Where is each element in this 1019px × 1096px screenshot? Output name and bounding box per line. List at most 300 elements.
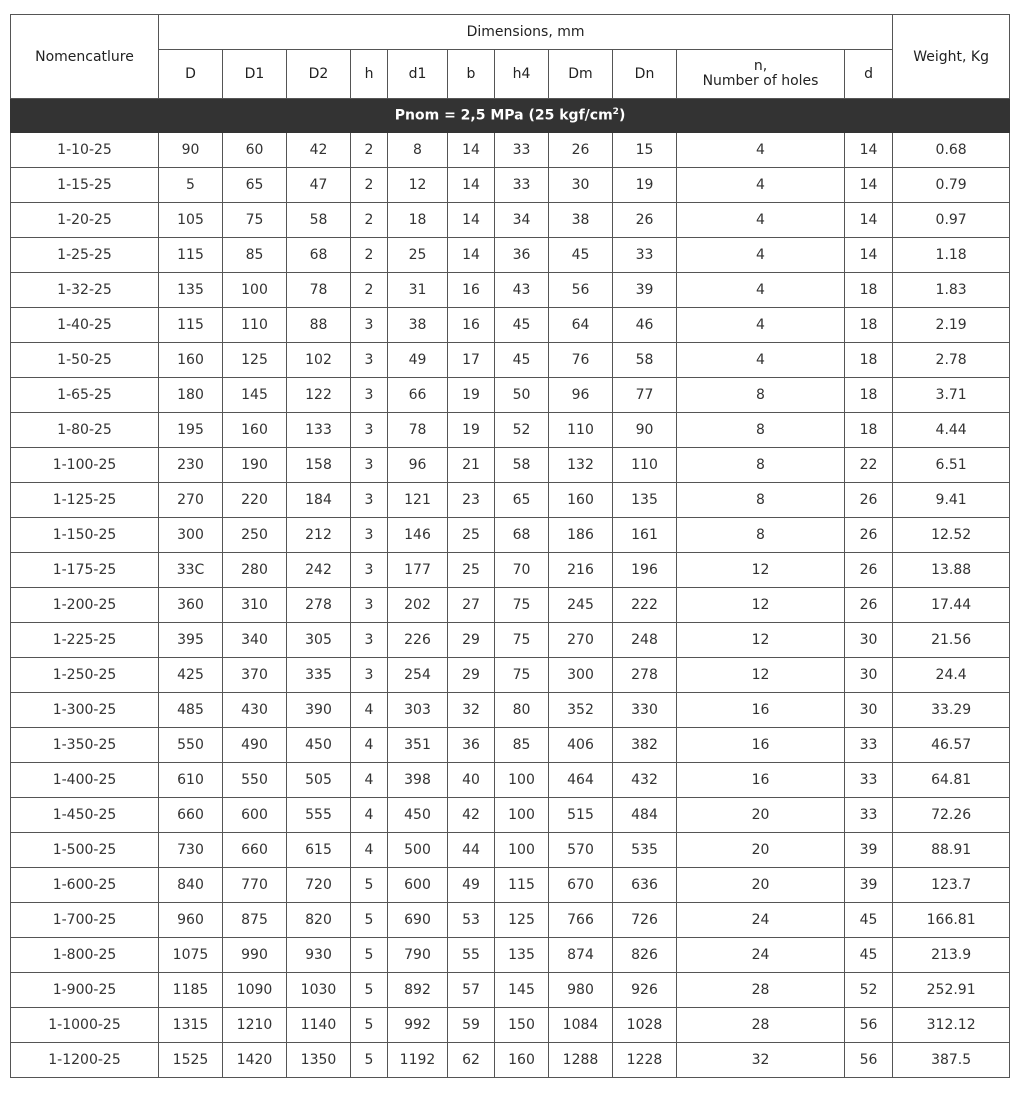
table-row [11,1008,1010,1043]
nomenclature-cell: 1-175-25 [11,553,159,588]
table-cell: 33 [845,763,893,798]
table-cell: 222 [613,588,677,623]
table-cell: 8 [677,483,845,518]
table-cell: 310 [223,588,287,623]
nomenclature-cell: 1-400-25 [11,763,159,798]
table-cell: 45 [495,343,549,378]
table-row [11,518,1010,553]
table-cell: 840 [159,868,223,903]
table-cell: 5 [351,973,388,1008]
table-cell: 352 [549,693,613,728]
table-cell: 31 [388,273,448,308]
table-cell: 3 [351,553,388,588]
table-row [11,623,1010,658]
table-cell: 300 [159,518,223,553]
table-cell: 33 [845,798,893,833]
table-cell: 64 [549,308,613,343]
weight-cell: 33.29 [893,693,1010,728]
table-cell: 600 [223,798,287,833]
table-cell: 55 [448,938,495,973]
table-cell: 160 [159,343,223,378]
pressure-band-close: ) [618,107,626,124]
pressure-band-text: Pnom = 2,5 MPa (25 kgf/cm [394,107,613,124]
col-header-D2: D2 [287,50,351,99]
table-cell: 75 [495,658,549,693]
table-cell: 5 [351,938,388,973]
table-row [11,308,1010,343]
table-cell: 826 [613,938,677,973]
table-cell: 25 [448,553,495,588]
table-row [11,938,1010,973]
table-row [11,798,1010,833]
table-cell: 1350 [287,1043,351,1078]
table-cell: 135 [159,273,223,308]
table-cell: 12 [677,588,845,623]
table-cell: 23 [448,483,495,518]
table-cell: 615 [287,833,351,868]
table-cell: 196 [613,553,677,588]
table-cell: 19 [613,168,677,203]
table-cell: 33C [159,553,223,588]
table-cell: 690 [388,903,448,938]
table-cell: 14 [448,168,495,203]
table-cell: 158 [287,448,351,483]
table-cell: 450 [287,728,351,763]
table-cell: 100 [495,763,549,798]
table-cell: 145 [495,973,549,1008]
weight-cell: 9.41 [893,483,1010,518]
table-cell: 220 [223,483,287,518]
table-cell: 490 [223,728,287,763]
table-cell: 52 [845,973,893,1008]
nomenclature-cell: 1-10-25 [11,133,159,168]
table-cell: 430 [223,693,287,728]
table-cell: 5 [159,168,223,203]
table-cell: 25 [448,518,495,553]
table-cell: 390 [287,693,351,728]
table-row [11,203,1010,238]
nomenclature-cell: 1-200-25 [11,588,159,623]
table-cell: 85 [495,728,549,763]
weight-cell: 0.68 [893,133,1010,168]
table-row [11,973,1010,1008]
table-cell: 44 [448,833,495,868]
nomenclature-cell: 1-1000-25 [11,1008,159,1043]
col-header-number-of-holes [677,50,845,99]
table-cell: 16 [677,763,845,798]
table-row [11,763,1010,798]
table-cell: 610 [159,763,223,798]
table-cell: 21 [448,448,495,483]
table-cell: 133 [287,413,351,448]
table-cell: 58 [287,203,351,238]
table-cell: 161 [613,518,677,553]
table-cell: 20 [677,868,845,903]
weight-cell: 166.81 [893,903,1010,938]
table-cell: 46 [613,308,677,343]
table-cell: 160 [549,483,613,518]
table-cell: 29 [448,623,495,658]
weight-cell: 312.12 [893,1008,1010,1043]
table-cell: 1210 [223,1008,287,1043]
table-cell: 1315 [159,1008,223,1043]
table-cell: 5 [351,868,388,903]
table-cell: 90 [613,413,677,448]
pressure-band [11,99,1010,133]
table-cell: 3 [351,658,388,693]
weight-cell: 387.5 [893,1043,1010,1078]
col-header-d: d [845,50,893,99]
table-cell: 4 [351,833,388,868]
table-row [11,273,1010,308]
table-cell: 1075 [159,938,223,973]
table-cell: 216 [549,553,613,588]
table-cell: 36 [448,728,495,763]
nomenclature-cell: 1-700-25 [11,903,159,938]
table-cell: 42 [448,798,495,833]
table-cell: 177 [388,553,448,588]
table-cell: 32 [677,1043,845,1078]
weight-cell: 88.91 [893,833,1010,868]
table-cell: 5 [351,903,388,938]
table-cell: 52 [495,413,549,448]
nomenclature-cell: 1-600-25 [11,868,159,903]
table-row [11,483,1010,518]
table-cell: 28 [677,973,845,1008]
table-cell: 351 [388,728,448,763]
table-row [11,343,1010,378]
table-cell: 2 [351,238,388,273]
weight-cell: 4.44 [893,413,1010,448]
table-cell: 1185 [159,973,223,1008]
weight-cell: 72.26 [893,798,1010,833]
nomenclature-cell: 1-225-25 [11,623,159,658]
table-cell: 5 [351,1008,388,1043]
table-cell: 102 [287,343,351,378]
table-cell: 926 [613,973,677,1008]
table-cell: 12 [677,623,845,658]
nomenclature-cell: 1-1200-25 [11,1043,159,1078]
table-cell: 370 [223,658,287,693]
table-cell: 3 [351,518,388,553]
table-cell: 38 [388,308,448,343]
table-row [11,448,1010,483]
table-cell: 670 [549,868,613,903]
table-cell: 12 [677,658,845,693]
table-row [11,413,1010,448]
table-cell: 57 [448,973,495,1008]
weight-cell: 1.83 [893,273,1010,308]
table-cell: 160 [495,1043,549,1078]
nomenclature-cell: 1-250-25 [11,658,159,693]
table-cell: 20 [677,833,845,868]
table-cell: 96 [549,378,613,413]
table-cell: 1192 [388,1043,448,1078]
table-cell: 184 [287,483,351,518]
header-row-sub [11,50,1010,99]
table-cell: 4 [677,168,845,203]
weight-cell: 17.44 [893,588,1010,623]
table-cell: 60 [223,133,287,168]
weight-cell: 123.7 [893,868,1010,903]
table-cell: 555 [287,798,351,833]
table-cell: 875 [223,903,287,938]
table-cell: 65 [223,168,287,203]
nomenclature-cell: 1-65-25 [11,378,159,413]
nomenclature-cell: 1-150-25 [11,518,159,553]
table-cell: 16 [448,308,495,343]
nomenclature-cell: 1-80-25 [11,413,159,448]
dimensions-header: Dimensions, mm [159,15,893,50]
table-cell: 992 [388,1008,448,1043]
table-cell: 4 [351,728,388,763]
table-cell: 19 [448,378,495,413]
table-cell: 2 [351,168,388,203]
table-cell: 78 [388,413,448,448]
table-cell: 14 [448,133,495,168]
table-cell: 125 [223,343,287,378]
table-cell: 56 [845,1043,893,1078]
table-cell: 254 [388,658,448,693]
table-cell: 135 [613,483,677,518]
table-cell: 4 [677,203,845,238]
table-cell: 186 [549,518,613,553]
weight-cell: 0.79 [893,168,1010,203]
table-cell: 874 [549,938,613,973]
nomenclature-cell: 1-350-25 [11,728,159,763]
weight-cell: 2.78 [893,343,1010,378]
table-cell: 49 [448,868,495,903]
table-cell: 26 [613,203,677,238]
table-cell: 1525 [159,1043,223,1078]
table-cell: 570 [549,833,613,868]
table-cell: 360 [159,588,223,623]
table-cell: 40 [448,763,495,798]
col-header-b: b [448,50,495,99]
weight-cell: 3.71 [893,378,1010,413]
table-cell: 3 [351,483,388,518]
table-cell: 115 [159,238,223,273]
table-cell: 36 [495,238,549,273]
table-cell: 4 [677,273,845,308]
weight-cell: 6.51 [893,448,1010,483]
table-cell: 600 [388,868,448,903]
table-cell: 75 [495,623,549,658]
table-cell: 1084 [549,1008,613,1043]
table-cell: 28 [677,1008,845,1043]
nomenclature-cell: 1-50-25 [11,343,159,378]
table-row [11,728,1010,763]
table-cell: 4 [351,763,388,798]
table-cell: 8 [388,133,448,168]
table-cell: 45 [495,308,549,343]
table-cell: 18 [388,203,448,238]
weight-cell: 0.97 [893,203,1010,238]
table-cell: 30 [549,168,613,203]
table-cell: 39 [845,833,893,868]
table-cell: 550 [159,728,223,763]
table-cell: 122 [287,378,351,413]
table-cell: 29 [448,658,495,693]
table-cell: 8 [677,448,845,483]
table-cell: 484 [613,798,677,833]
table-cell: 515 [549,798,613,833]
table-cell: 790 [388,938,448,973]
table-cell: 4 [677,308,845,343]
table-cell: 33 [845,728,893,763]
table-cell: 26 [845,588,893,623]
table-cell: 195 [159,413,223,448]
table-cell: 135 [495,938,549,973]
flange-dimensions-table-wrapper [10,14,1010,1078]
table-cell: 47 [287,168,351,203]
table-cell: 105 [159,203,223,238]
table-cell: 382 [613,728,677,763]
table-cell: 660 [159,798,223,833]
table-cell: 59 [448,1008,495,1043]
table-cell: 20 [677,798,845,833]
table-cell: 1420 [223,1043,287,1078]
table-cell: 3 [351,448,388,483]
nomenclature-cell: 1-40-25 [11,308,159,343]
table-cell: 26 [845,518,893,553]
table-cell: 14 [845,203,893,238]
table-row [11,1043,1010,1078]
table-cell: 1288 [549,1043,613,1078]
table-cell: 305 [287,623,351,658]
table-cell: 56 [845,1008,893,1043]
col-header-n-line2: Number of holes [702,73,819,89]
table-cell: 85 [223,238,287,273]
table-cell: 43 [495,273,549,308]
nomenclature-cell: 1-32-25 [11,273,159,308]
table-cell: 68 [495,518,549,553]
table-cell: 56 [549,273,613,308]
table-cell: 2 [351,203,388,238]
table-cell: 65 [495,483,549,518]
table-cell: 27 [448,588,495,623]
table-cell: 212 [287,518,351,553]
nomenclature-cell: 1-15-25 [11,168,159,203]
weight-cell: 213.9 [893,938,1010,973]
table-cell: 125 [495,903,549,938]
table-cell: 980 [549,973,613,1008]
table-cell: 26 [845,553,893,588]
table-cell: 15 [613,133,677,168]
table-cell: 3 [351,378,388,413]
weight-cell: 24.4 [893,658,1010,693]
table-cell: 16 [448,273,495,308]
table-cell: 278 [287,588,351,623]
table-cell: 77 [613,378,677,413]
nomenclature-cell: 1-800-25 [11,938,159,973]
weight-cell: 13.88 [893,553,1010,588]
table-cell: 5 [351,1043,388,1078]
table-cell: 726 [613,903,677,938]
nomenclature-cell: 1-500-25 [11,833,159,868]
table-cell: 45 [845,903,893,938]
nomenclature-cell: 1-450-25 [11,798,159,833]
table-cell: 16 [677,728,845,763]
weight-header: Weight, Kg [893,15,1010,99]
table-cell: 18 [845,378,893,413]
table-cell: 18 [845,273,893,308]
table-cell: 38 [549,203,613,238]
table-cell: 78 [287,273,351,308]
table-cell: 1090 [223,973,287,1008]
col-header-h4: h4 [495,50,549,99]
table-cell: 270 [159,483,223,518]
table-cell: 770 [223,868,287,903]
col-header-n: n, [753,58,768,74]
table-cell: 766 [549,903,613,938]
table-cell: 4 [677,133,845,168]
table-cell: 132 [549,448,613,483]
nomenclature-cell: 1-300-25 [11,693,159,728]
table-cell: 70 [495,553,549,588]
table-cell: 1030 [287,973,351,1008]
table-cell: 180 [159,378,223,413]
table-cell: 53 [448,903,495,938]
table-cell: 30 [845,623,893,658]
table-cell: 24 [677,938,845,973]
table-cell: 278 [613,658,677,693]
table-cell: 14 [845,238,893,273]
table-cell: 50 [495,378,549,413]
table-cell: 100 [223,273,287,308]
table-cell: 226 [388,623,448,658]
table-cell: 2 [351,273,388,308]
table-cell: 1228 [613,1043,677,1078]
table-cell: 18 [845,413,893,448]
table-cell: 3 [351,413,388,448]
weight-cell: 252.91 [893,973,1010,1008]
table-cell: 62 [448,1043,495,1078]
table-cell: 450 [388,798,448,833]
table-cell: 8 [677,518,845,553]
col-header-d1: d1 [388,50,448,99]
table-cell: 2 [351,133,388,168]
table-cell: 300 [549,658,613,693]
table-cell: 4 [677,238,845,273]
pressure-band-sup: 2 [612,107,619,118]
table-cell: 75 [223,203,287,238]
table-cell: 340 [223,623,287,658]
table-cell: 485 [159,693,223,728]
pressure-band-row [11,99,1010,133]
table-cell: 3 [351,623,388,658]
flange-dimensions-table [10,14,1010,1078]
table-cell: 535 [613,833,677,868]
table-cell: 3 [351,588,388,623]
col-header-D: D [159,50,223,99]
table-cell: 33 [495,133,549,168]
col-header-Dn: Dn [613,50,677,99]
table-cell: 230 [159,448,223,483]
header-row-top [11,15,1010,50]
table-row [11,868,1010,903]
table-cell: 1140 [287,1008,351,1043]
nomenclature-cell: 1-125-25 [11,483,159,518]
table-cell: 33 [495,168,549,203]
table-cell: 395 [159,623,223,658]
table-cell: 88 [287,308,351,343]
table-cell: 930 [287,938,351,973]
table-cell: 42 [287,133,351,168]
table-body [11,133,1010,1078]
table-cell: 270 [549,623,613,658]
weight-cell: 1.18 [893,238,1010,273]
